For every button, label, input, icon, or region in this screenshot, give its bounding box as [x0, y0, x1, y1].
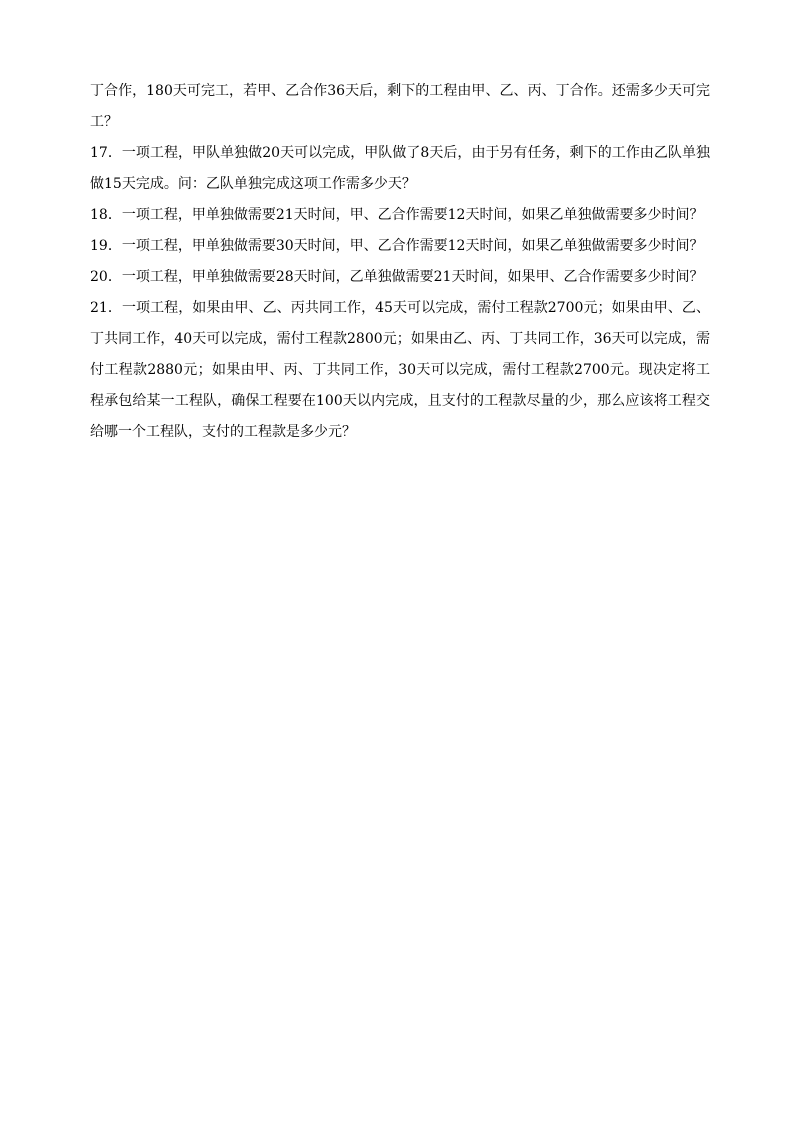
document-body — [90, 76, 710, 448]
problem-19: 19．一项工程，甲单独做需要30天时间，甲、乙合作需要12天时间，如果乙单独做需要多少时间？ — [90, 238, 704, 254]
problem-17: 17．一项工程，甲队单独做20天可以完成，甲队做了8天后，由于另有任务，剩下的工作由乙队单独做15天完成。问：乙队单独完成这项工作需多少天？ — [90, 145, 710, 192]
problem-18: 18．一项工程，甲单独做需要21天时间，甲、乙合作需要12天时间，如果乙单独做需要多少时间？ — [90, 207, 704, 223]
problem-16-continuation: 丁合作，180天可完工，若甲、乙合作36天后，剩下的工程由甲、乙、丙、丁合作。还需多少天可完工？ — [90, 83, 710, 130]
problem-21: 21．一项工程，如果由甲、乙、丙共同工作，45天可以完成，需付工程款2700元；如果由甲、乙、丁共同工作，40天可以完成，需付工程款2800元；如果由乙、丙、丁共同工作，36天可以完成，需付工程款2880元；如果由甲、丙、丁共同工作，30天可以完成，需付工程款2700元。现决定将工程承包给某一工程队，确保工程要在100天以内完成，且支付的工程款尽量的少，那么应该将工程交给哪一个工程队，支付的工程款是多少元？ — [90, 300, 710, 440]
problem-20: 20．一项工程，甲单独做需要28天时间，乙单独做需要21天时间，如果甲、乙合作需要多少时间？ — [90, 269, 704, 285]
